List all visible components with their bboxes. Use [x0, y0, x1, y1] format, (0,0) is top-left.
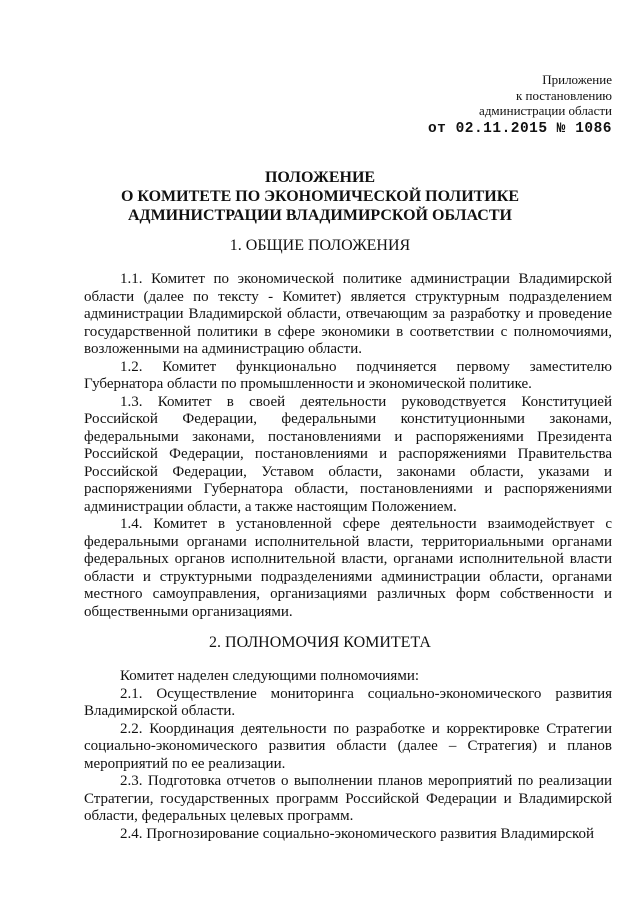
appendix-resolution-ref: к постановлению: [515, 87, 612, 103]
paragraph-1-4: 1.4. Комитет в установленной сфере деятельности взаимодействует с федеральными органами исполнительной власти, территориальными органами федеральных органов исполнительной власти, органами исполнительной власти области и структурными подразделениями администрации области, органами местного самоуправления, организациями различных форм собственности и общественными организациями.: [84, 516, 612, 620]
paragraph-2-2: 2.2. Координация деятельности по разработке и корректировке Стратегии социально-экономического развития области (далее – Стратегия) и планов мероприятий по ее реализации.: [84, 720, 612, 772]
paragraph-1-2: 1.2. Комитет функционально подчиняется первому заместителю Губернатора области по промышленности и экономической политике.: [84, 358, 612, 392]
paragraph-2-3: 2.3. Подготовка отчетов о выполнении планов мероприятий по реализации Стратегии, государственных программ Российской Федерации и Владимирской области, федеральных целевых программ.: [84, 773, 612, 824]
appendix-authority: администрации области: [479, 103, 612, 118]
section-2-intro: Комитет наделен следующими полномочиями:: [120, 668, 420, 684]
title-line-3: АДМИНИСТРАЦИИ ВЛАДИМИРСКОЙ ОБЛАСТИ: [128, 207, 512, 224]
document-title: [0, 168, 640, 225]
section-2-body: [84, 668, 612, 843]
section-1-heading: 1. ОБЩИЕ ПОЛОЖЕНИЯ: [229, 237, 411, 254]
section-2-heading: 2. ПОЛНОМОЧИЯ КОМИТЕТА: [209, 634, 431, 651]
paragraph-2-1: 2.1. Осуществление мониторинга социально-экономического развития Владимирской области.: [84, 685, 612, 719]
section-1-body: [84, 271, 612, 621]
paragraph-1-1: 1.1. Комитет по экономической политике администрации Владимирской области (далее по тексту - Комитет) является структурным подразделением администрации Владимирской области, отвечающим за разработку и проведение государственной политики в сфере экономики в соответствии с полномочиями, возложенными на администрацию области.: [84, 271, 612, 357]
title-line-1: ПОЛОЖЕНИЕ: [264, 169, 376, 186]
title-line-2: О КОМИТЕТЕ ПО ЭКОНОМИЧЕСКОЙ ПОЛИТИКЕ: [120, 188, 520, 205]
paragraph-2-4: 2.4. Прогнозирование социально-экономического развития Владимирской: [120, 825, 595, 842]
paragraph-1-3: 1.3. Комитет в своей деятельности руководствуется Конституцией Российской Федерации, федеральными конституционными законами, федеральными законами, постановлениями и распоряжениями Президента Российской Федерации, постановлениями и распоряжениями Правительства Российской Федерации, Уставом области, законами области, указами и распоряжениями Губернатора области, постановлениями и распоряжениями администрации области, а также настоящим Положением.: [84, 393, 612, 515]
appendix-label: Приложение: [542, 72, 612, 87]
appendix-date-number: от 02.11.2015 № 1086: [427, 120, 612, 137]
appendix-block: [428, 72, 612, 137]
